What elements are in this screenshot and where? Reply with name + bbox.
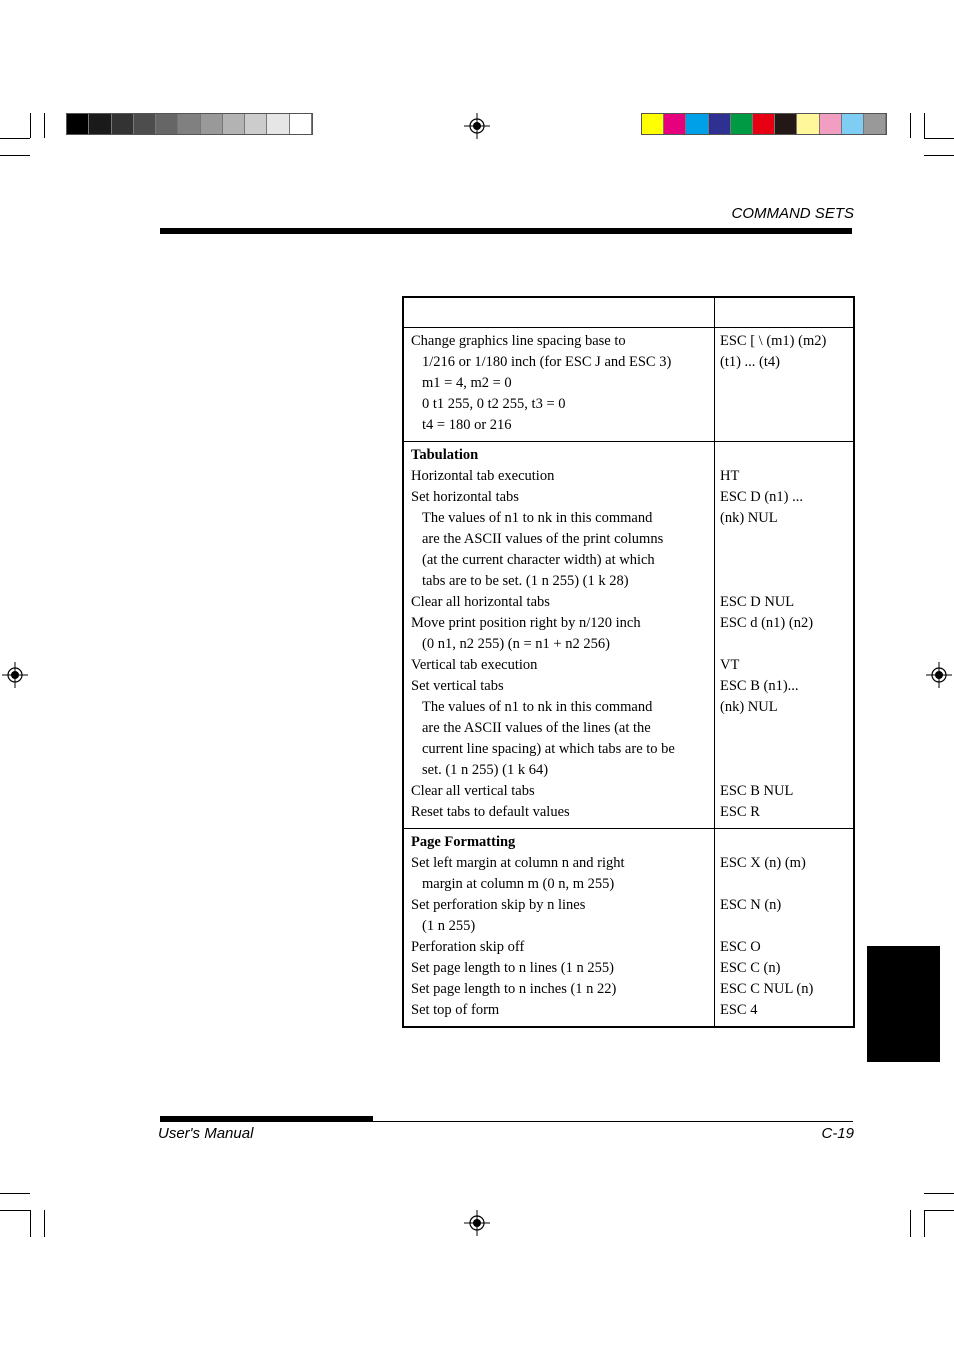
command-text: ESC O (720, 939, 761, 955)
function-text: (at the current character width) at which (422, 552, 655, 568)
color-swatch (112, 114, 134, 134)
registration-mark-icon (2, 662, 28, 688)
function-text: Set vertical tabs (411, 678, 504, 694)
function-text: The values of n1 to nk in this command (422, 510, 653, 526)
crop-mark (30, 1210, 31, 1237)
section-thumb-tab (867, 946, 940, 1062)
command-text (720, 394, 853, 415)
command-text: ESC B NUL (720, 783, 794, 799)
function-text: Set page length to n inches (1 n 22) (411, 981, 617, 997)
color-swatch (709, 114, 731, 134)
color-swatch (245, 114, 267, 134)
command-text (720, 874, 853, 895)
command-table (402, 296, 855, 1028)
function-text: Set top of form (411, 1002, 500, 1018)
command-text: ESC D NUL (720, 594, 795, 610)
crop-mark (0, 138, 30, 139)
color-swatch (267, 114, 289, 134)
function-text: Set horizontal tabs (411, 489, 519, 505)
command-text (720, 718, 853, 739)
function-text: Set perforation skip by n lines (411, 897, 586, 913)
color-swatch (731, 114, 753, 134)
color-swatch (864, 114, 886, 134)
header-rule (160, 228, 852, 234)
group-title: Page Formatting (411, 834, 516, 850)
function-text: Move print position right by n/120 inch (411, 615, 641, 631)
function-text: Horizontal tab execution (411, 468, 555, 484)
function-text: t4 = 180 or 216 (422, 417, 512, 433)
command-text: ESC 4 (720, 1002, 758, 1018)
crop-mark (44, 1210, 45, 1237)
command-text: ESC R (720, 804, 760, 820)
function-cell (403, 328, 715, 442)
command-text: ESC C (n) (720, 960, 781, 976)
function-text: The values of n1 to nk in this command (422, 699, 653, 715)
command-text: ESC C NUL (n) (720, 981, 814, 997)
command-cell (715, 328, 855, 442)
color-swatch (642, 114, 664, 134)
function-text: (0 n1, n2 255) (n = n1 + n2 256) (422, 636, 610, 652)
command-text (720, 634, 853, 655)
command-text: ESC d (n1) (n2) (720, 615, 814, 631)
command-text: HT (720, 468, 740, 484)
color-swatch (842, 114, 864, 134)
crop-mark (910, 1210, 911, 1237)
function-text: are the ASCII values of the print columns (422, 531, 664, 547)
color-swatch (290, 114, 312, 134)
color-swatch (820, 114, 842, 134)
crop-mark (924, 1210, 925, 1237)
function-text: 1/216 or 1/180 inch (for ESC J and ESC 3) (422, 354, 672, 370)
command-text (720, 529, 853, 550)
color-swatch (178, 114, 200, 134)
function-cell (403, 829, 715, 1028)
crop-mark (910, 113, 911, 138)
function-text: Set left margin at column n and right (411, 855, 625, 871)
registration-mark-icon (464, 1210, 490, 1236)
crop-mark (30, 113, 31, 138)
command-text: ESC [ \ (m1) (m2) (720, 333, 827, 349)
command-text: ESC N (n) (720, 897, 782, 913)
table-header-row (403, 297, 854, 328)
crop-mark (924, 1210, 954, 1211)
color-swatch (156, 114, 178, 134)
page-number: C-19 (821, 1125, 854, 1142)
color-swatch (797, 114, 819, 134)
crop-mark (0, 1193, 30, 1194)
table-group (403, 328, 854, 442)
color-swatch (753, 114, 775, 134)
color-swatch (775, 114, 797, 134)
crop-mark (0, 155, 30, 156)
function-text: margin at column m (0 n, m 255) (422, 876, 615, 892)
command-cell (715, 442, 855, 829)
function-text: m1 = 4, m2 = 0 (422, 375, 512, 391)
function-text: Change graphics line spacing base to (411, 333, 626, 349)
spacer (720, 832, 853, 853)
function-text: Clear all horizontal tabs (411, 594, 550, 610)
color-swatch (686, 114, 708, 134)
color-swatch (201, 114, 223, 134)
command-text: (nk) NUL (720, 699, 778, 715)
registration-mark-icon (464, 113, 490, 139)
function-text: (1 n 255) (422, 918, 476, 934)
group-title: Tabulation (411, 447, 479, 463)
command-text: VT (720, 657, 740, 673)
crop-mark (0, 1210, 30, 1211)
color-bar (641, 113, 887, 135)
command-text: ESC D (n1) ... (720, 489, 803, 505)
color-swatch (134, 114, 156, 134)
crop-mark (924, 155, 954, 156)
header-cell-command (715, 297, 855, 328)
table-group (403, 442, 854, 829)
function-text: 0 t1 255, 0 t2 255, t3 = 0 (422, 396, 566, 412)
function-text: current line spacing) at which tabs are to be (422, 741, 675, 757)
command-text (720, 550, 853, 571)
function-text: Clear all vertical tabs (411, 783, 535, 799)
command-text (720, 373, 853, 394)
crop-mark (924, 138, 954, 139)
command-text (720, 415, 853, 436)
command-text (720, 739, 853, 760)
function-text: Perforation skip off (411, 939, 525, 955)
command-text (720, 760, 853, 781)
section-header: COMMAND SETS (731, 205, 854, 222)
function-text: set. (1 n 255) (1 k 64) (422, 762, 549, 778)
color-swatch (67, 114, 89, 134)
crop-mark (44, 113, 45, 138)
command-text: (nk) NUL (720, 510, 778, 526)
table-group (403, 829, 854, 1028)
header-cell-function (403, 297, 715, 328)
crop-mark (924, 113, 925, 138)
function-text: are the ASCII values of the lines (at the (422, 720, 651, 736)
color-swatch (664, 114, 686, 134)
command-cell (715, 829, 855, 1028)
spacer (720, 445, 853, 466)
grayscale-bar (66, 113, 313, 135)
command-text: ESC B (n1)... (720, 678, 799, 694)
registration-mark-icon (926, 662, 952, 688)
function-cell (403, 442, 715, 829)
function-text: Set page length to n lines (1 n 255) (411, 960, 614, 976)
function-text: Reset tabs to default values (411, 804, 570, 820)
command-text (720, 571, 853, 592)
crop-mark (924, 1193, 954, 1194)
footer-rule (160, 1121, 853, 1122)
function-text: tabs are to be set. (1 n 255) (1 k 28) (422, 573, 629, 589)
command-text: (t1) ... (t4) (720, 354, 780, 370)
function-text: Vertical tab execution (411, 657, 538, 673)
command-text: ESC X (n) (m) (720, 855, 806, 871)
command-text (720, 916, 853, 937)
color-swatch (89, 114, 111, 134)
color-swatch (223, 114, 245, 134)
footer-title: User's Manual (158, 1125, 254, 1142)
